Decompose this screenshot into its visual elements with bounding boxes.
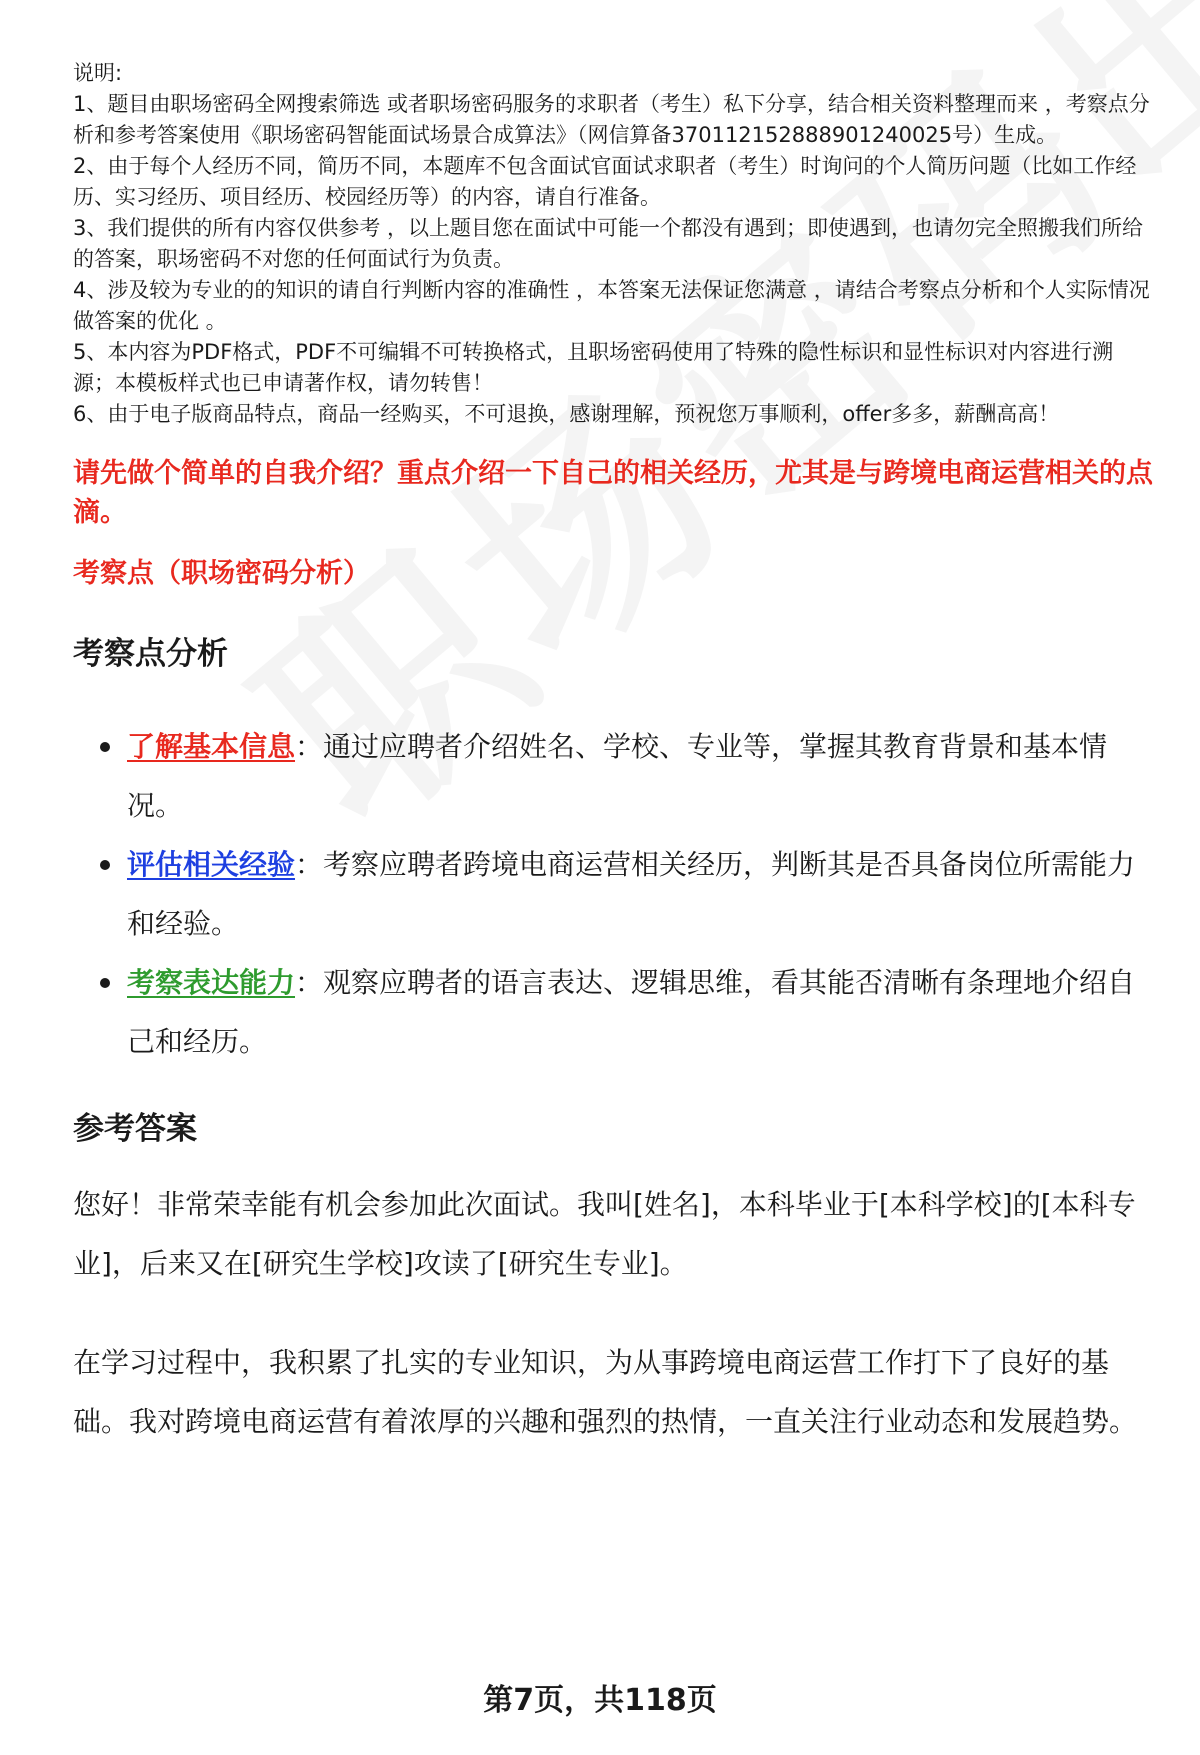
disclaimer-notes <box>73 58 1153 430</box>
list-item <box>73 717 1153 835</box>
note-item-1: 1、题目由职场密码全网搜索筛选 或者职场密码服务的求职者（考生）私下分享，结合相关资料整理而来 ，考察点分析和参考答案使用《职场密码智能面试场景合成算法》（网信算备370112152888901240025号）生成。 <box>73 92 1150 147</box>
bullet-dot-icon <box>100 860 110 870</box>
bullet-text: ：考察应聘者跨境电商运营相关经历，判断其是否具备岗位所需能力和经验。 <box>127 848 1136 940</box>
note-item-2: 2、由于每个人经历不同，简历不同，本题库不包含面试官面试求职者（考生）时询问的个人简历问题（比如工作经历、实习经历、项目经历、校园经历等）的内容，请自行准备。 <box>73 154 1137 209</box>
bullet-keyword: 考察表达能力 <box>127 966 296 999</box>
analysis-heading: 考察点分析 <box>73 636 228 672</box>
note-item-5: 5、本内容为PDF格式，PDF不可编辑不可转换格式，且职场密码使用了特殊的隐性标识和显性标识对内容进行溯源；本模板样式也已申请著作权，请勿转售！ <box>73 340 1114 395</box>
note-item-6: 6、由于电子版商品特点，商品一经购买，不可退换，感谢理解，预祝您万事顺利，offer多多，薪酬高高！ <box>73 402 1060 426</box>
analysis-label: 考察点（职场密码分析） <box>73 558 370 589</box>
analysis-bullet-list <box>73 717 1153 1071</box>
bullet-text: ：观察应聘者的语言表达、逻辑思维，看其能否清晰有条理地介绍自己和经历。 <box>127 966 1136 1058</box>
interview-question: 请先做个简单的自我介绍？重点介绍一下自己的相关经历，尤其是与跨境电商运营相关的点滴。 <box>73 458 1153 528</box>
bullet-dot-icon <box>100 742 110 752</box>
note-item-3: 3、我们提供的所有内容仅供参考 ，以上题目您在面试中可能一个都没有遇到；即使遇到，也请勿完全照搬我们所给的答案，职场密码不对您的任何面试行为负责。 <box>73 216 1144 271</box>
bullet-keyword: 评估相关经验 <box>127 848 296 881</box>
page-number: 第7页，共118页 <box>483 1683 717 1718</box>
bullet-dot-icon <box>100 978 110 988</box>
bullet-text: ：通过应聘者介绍姓名、学校、专业等，掌握其教育背景和基本情况。 <box>127 730 1108 822</box>
answer-heading: 参考答案 <box>73 1111 197 1147</box>
note-item-4: 4、涉及较为专业的的知识的请自行判断内容的准确性 ，本答案无法保证您满意 ，请结合考察点分析和个人实际情况做答案的优化 。 <box>73 278 1150 333</box>
bullet-keyword: 了解基本信息 <box>127 730 296 763</box>
notes-title: 说明: <box>73 61 123 85</box>
list-item <box>73 953 1153 1071</box>
page-content <box>73 58 1153 1451</box>
list-item <box>73 835 1153 953</box>
answer-paragraph-2: 在学习过程中，我积累了扎实的专业知识，为从事跨境电商运营工作打下了良好的基础。我对跨境电商运营有着浓厚的兴趣和强烈的热情，一直关注行业动态和发展趋势。 <box>73 1346 1138 1438</box>
answer-paragraph-1: 您好！非常荣幸能有机会参加此次面试。我叫[姓名]，本科毕业于[本科学校]的[本科专业]，后来又在[研究生学校]攻读了[研究生专业]。 <box>73 1188 1136 1280</box>
